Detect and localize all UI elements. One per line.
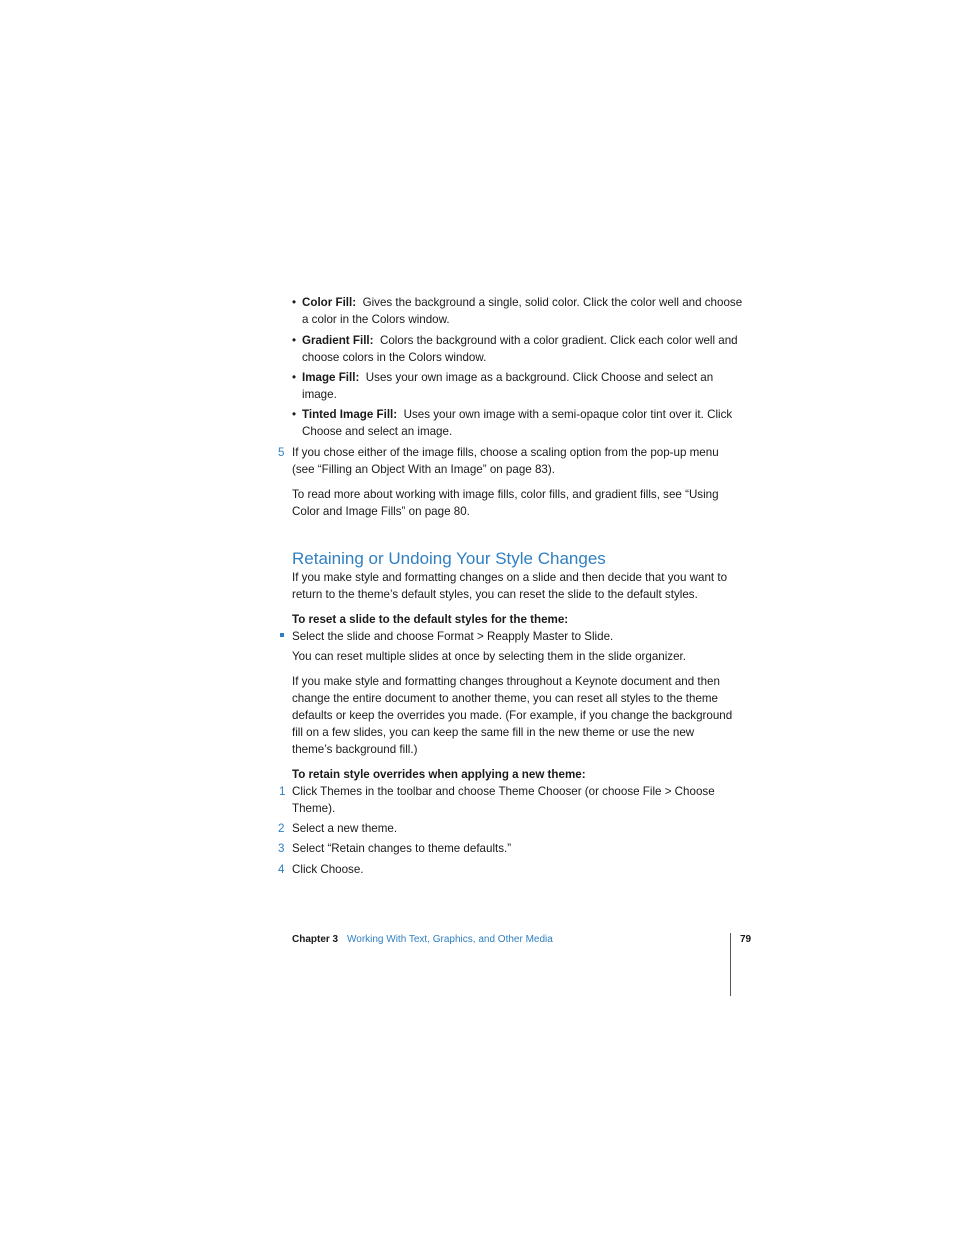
task2-step4: Click Choose. <box>292 863 364 876</box>
bullet-color-fill-line2: a color in the Colors window. <box>302 313 450 326</box>
bullet-text: Gives the background a single, solid color. Click the color well and choose <box>362 296 743 309</box>
step-number: 2 <box>278 822 285 835</box>
task1-title: To reset a slide to the default styles for the theme: <box>292 613 569 626</box>
step-number: 1 <box>279 785 286 798</box>
page-number: 79 <box>740 934 752 945</box>
bullet-text: Uses your own image as a background. Click Choose and select an <box>365 371 714 384</box>
step-number: 4 <box>278 863 285 876</box>
square-bullet-icon <box>280 633 284 637</box>
intro-line1: If you make style and formatting changes on a slide and then decide that you want to <box>292 571 728 584</box>
task2-step1-line2: Theme). <box>292 802 336 815</box>
task2-title: To retain style overrides when applying a new theme: <box>292 768 586 781</box>
task1-step: Select the slide and choose Format > Reapply Master to Slide. <box>292 630 614 643</box>
step5-line2: (see “Filling an Object With an Image” on page 83). <box>292 463 555 476</box>
bullet-text: Uses your own image with a semi-opaque color tint over it. Click <box>403 408 733 421</box>
para-more-line2: Color and Image Fills” on page 80. <box>292 505 470 518</box>
step-number: 3 <box>278 842 285 855</box>
para-theme-line1: If you make style and formatting changes throughout a Keynote document and then <box>292 675 720 688</box>
bullet-gradient-fill-line1 <box>302 332 738 349</box>
bullet-dot: • <box>292 408 297 421</box>
para-theme-line3: defaults or keep the overrides you made. (For example, if you change the background <box>292 709 733 722</box>
step5-line1: If you chose either of the image fills, choose a scaling option from the pop-up menu <box>292 446 719 459</box>
bullet-label: Image Fill: <box>302 371 360 384</box>
footer-chapter-title: Working With Text, Graphics, and Other Media <box>347 934 553 945</box>
para-theme-line5: theme’s background fill.) <box>292 743 418 756</box>
bullet-label: Tinted Image Fill: <box>302 408 398 421</box>
bullet-text: Colors the background with a color gradient. Click each color well and <box>379 334 738 347</box>
footer-divider <box>730 933 731 996</box>
bullet-dot: • <box>292 296 297 309</box>
task2-step1-line1: Click Themes in the toolbar and choose Theme Chooser (or choose File > Choose <box>292 785 715 798</box>
task2-step2: Select a new theme. <box>292 822 398 835</box>
bullet-tinted-image-fill-line1 <box>302 406 732 423</box>
para-more-line1: To read more about working with image fills, color fills, and gradient fills, see “Using <box>292 488 719 501</box>
bullet-image-fill-line2: image. <box>302 388 337 401</box>
task2-step3: Select “Retain changes to theme defaults.” <box>292 842 512 855</box>
para-theme-line2: change the entire document to another theme, you can reset all styles to the theme <box>292 692 719 705</box>
footer-chapter: Chapter 3 <box>292 934 339 945</box>
task1-note: You can reset multiple slides at once by selecting them in the slide organizer. <box>292 650 686 663</box>
bullet-color-fill-line1 <box>302 294 742 311</box>
step-number: 5 <box>278 446 285 459</box>
bullet-dot: • <box>292 371 297 384</box>
bullet-gradient-fill-line2: choose colors in the Colors window. <box>302 351 487 364</box>
bullet-label: Gradient Fill: <box>302 334 374 347</box>
bullet-tinted-image-fill-line2: Choose and select an image. <box>302 425 453 438</box>
bullet-dot: • <box>292 334 297 347</box>
intro-line2: return to the theme’s default styles, you can reset the slide to the default styles. <box>292 588 698 601</box>
para-theme-line4: fill on a few slides, you can keep the same fill in the new theme or use the new <box>292 726 695 739</box>
bullet-image-fill-line1 <box>302 369 713 386</box>
section-heading: Retaining or Undoing Your Style Changes <box>292 549 606 568</box>
bullet-label: Color Fill: <box>302 296 357 309</box>
